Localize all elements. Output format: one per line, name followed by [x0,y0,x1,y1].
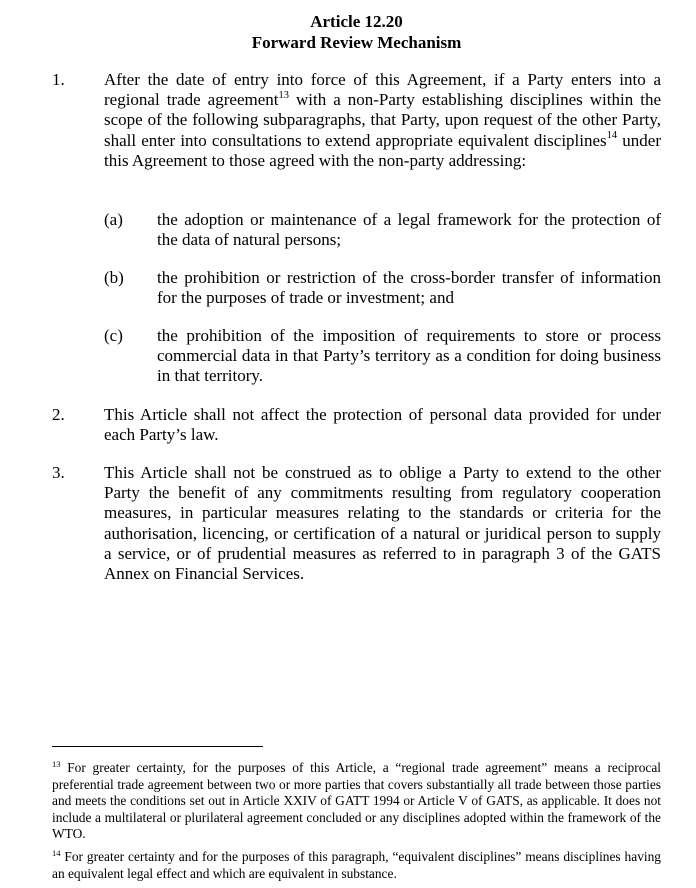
footnote-13-reference[interactable]: 13 [278,89,289,101]
paragraph-3-number: 3. [52,463,65,482]
footnote-14-reference[interactable]: 14 [606,129,618,141]
subparagraph-b-label: (b) [104,268,124,287]
subparagraph-a-label: (a) [104,210,123,229]
footnote-13-text: For greater certainty, for the purposes of this Article, a “regional trade agreement” means a reciprocal preferential trade agreement between two or more parties that covers substantially all trade between those parties and meets the conditions set out in Article XXIV of GATT 1994 or Article V of GATS, as applicable. It does not include a multilateral or plurilateral agreement concluded or any disciplines adopted within the framework of the WTO. [52,760,661,842]
paragraph-1-number: 1. [52,70,65,89]
subparagraph-b-text: the prohibition or restriction of the cross-border transfer of information for the purposes of trade or investment; and [157,268,661,308]
footnote-13-number: 13 [52,758,61,769]
footnote-13 [52,760,661,843]
paragraph-1-text-part1: After the date of entry into force of this Agreement, if a Party enters into a regional trade agreement [104,70,661,110]
paragraph-1-text [104,70,661,171]
footnote-14-text: For greater certainty and for the purposes of this paragraph, “equivalent disciplines” means disciplines having an equivalent legal effect and which are equivalent in substance. [52,849,661,881]
subparagraph-a-text: the adoption or maintenance of a legal framework for the protection of the data of natural persons; [157,210,661,250]
subparagraph-c-text: the prohibition of the imposition of requirements to store or process commercial data in that Party’s territory as a condition for doing business in that territory. [157,326,661,386]
paragraph-1-text-part3: under this Agreement to those agreed with the non-party addressing: [104,130,661,170]
article-number-heading: Article 12.20 [310,12,403,31]
article-title-heading: Forward Review Mechanism [251,33,462,52]
subparagraph-c-label: (c) [104,326,123,345]
paragraph-1-text-part2: with a non-Party establishing disciplines within the scope of the following subparagraphs, that Party, upon request of the other Party, shall enter into consultations to extend appropriate equivalent disciplines [104,90,661,150]
footnote-14-number: 14 [52,847,61,858]
footnote-separator [52,746,263,747]
paragraph-3-text: This Article shall not be construed as to oblige a Party to extend to the other Party the benefit of any commitments resulting from regulatory cooperation measures, in particular measures relating to the standards or criteria for the authorisation, licencing, or certification of a natural or juridical person to supply a service, or of prudential measures as referred to in paragraph 3 of the GATS Annex on Financial Services. [104,463,661,584]
paragraph-2-number: 2. [52,405,65,424]
paragraph-2-text: This Article shall not affect the protection of personal data provided for under each Party’s law. [104,405,661,445]
footnote-14 [52,849,661,882]
